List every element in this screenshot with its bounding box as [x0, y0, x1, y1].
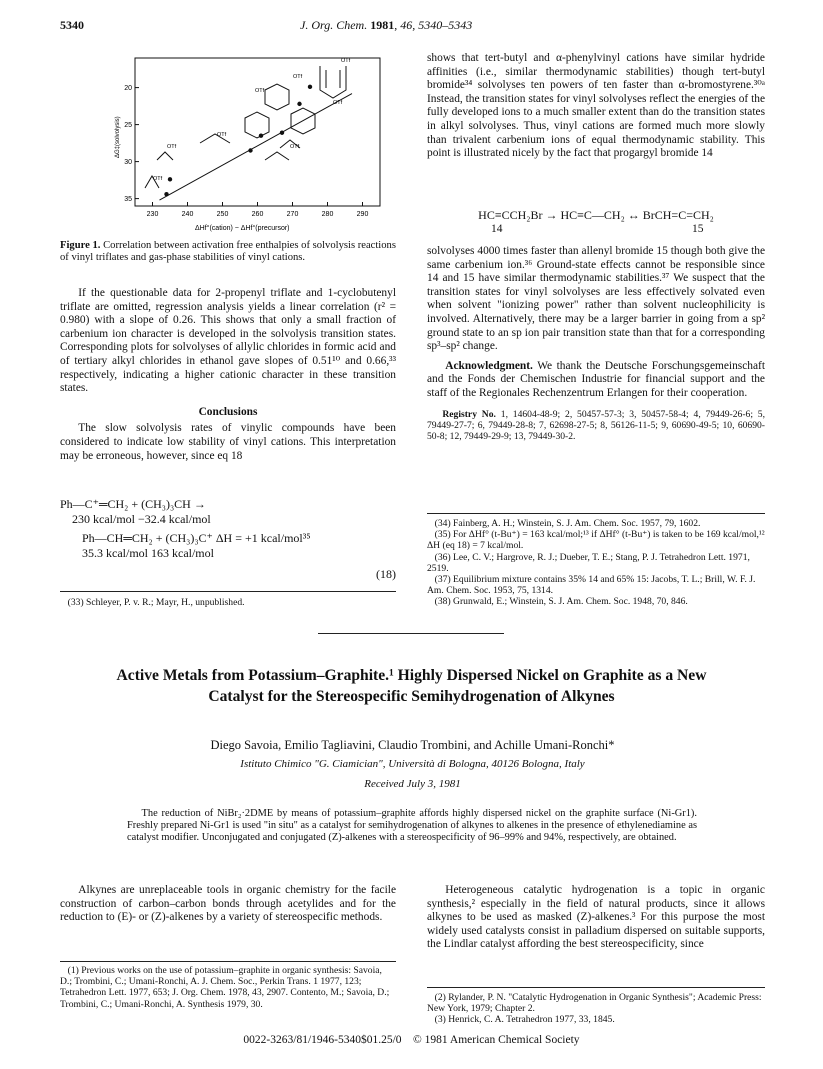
registry-label: Registry No.	[442, 408, 496, 420]
x-tick-label: 260	[251, 211, 264, 218]
footnote-33	[60, 597, 396, 608]
x-tick-label: 250	[216, 211, 229, 218]
page-footer	[0, 1034, 823, 1046]
structure-label: OTf	[217, 132, 227, 138]
regression-line	[160, 94, 353, 201]
article-affiliation: Istituto Chimico "G. Ciamician", Università di Bologna, 40126 Bologna, Italy	[240, 758, 585, 770]
structure-sketches	[145, 66, 346, 188]
acknowledgment	[427, 360, 765, 401]
running-header: J. Org. Chem. 1981, 46, 5340–5343	[300, 18, 473, 32]
footnote-36: (36) Lee, C. V.; Hargrove, R. J.; Dueber, T. E.; Stang, P. J. Tetrahedron Lett. 1971, 2519.	[427, 551, 750, 574]
article-footnote-1	[60, 965, 396, 1010]
x-tick-label: 290	[356, 211, 369, 218]
footnote-34: (34) Fainberg, A. H.; Winstein, S. J. Am. Chem. Soc. 1957, 79, 1602.	[434, 518, 701, 529]
acknowledgment-label: Acknowledgment.	[445, 359, 533, 372]
structure-label: OTf	[290, 144, 300, 150]
scheme	[427, 208, 765, 237]
x-tick-label: 240	[181, 211, 194, 218]
equation-number: (18)	[376, 567, 396, 581]
page-number: 5340	[60, 18, 84, 32]
article-right-paragraph: Heterogeneous catalytic hydrogenation is a topic in organic synthesis,² especially in the field of natural products, since it allows alkynes to be used as masked (Z)-alkenes.³ For this purpose the most widely used catalysts consist in palladium dispersed on suitable supports, the Lindlar catalyst affording the best stereospecificity, since	[427, 884, 765, 951]
article-right-column	[427, 884, 765, 952]
x-tick-label: 230	[146, 211, 159, 218]
footnote-35: (35) For ΔHf° (t-Bu⁺) = 163 kcal/mol;¹³ if ΔHf° (t-Bu⁺) is taken to be 169 kcal/mol,¹² ΔH (eq 18) = 7 kcal/mol.	[427, 529, 765, 552]
compound-14-label: 14	[491, 223, 503, 235]
article-footnote-1-text: (1) Previous works on the use of potassium–graphite in organic synthesis: Savoia, D.; Trombini, C.; Umani-Ronchi, A. J. Chem. Soc., Perkin Trans. 1 1977, 123; Tetrahedron Lett. 1977, 653; J. Org. Chem. 1978, 43, 2907. Contento, M.; Savoia, D.; Trombini, C.; Umani-Ronchi, A. Synthesis 1979, 30.	[60, 965, 390, 1010]
right-column-mid	[427, 245, 765, 443]
article-right-footnotes	[427, 992, 765, 1026]
structure-label: OTf	[341, 58, 351, 64]
equation-line-1: Ph—C⁺═CH₂ + (CH₃)₃CH →	[60, 497, 206, 511]
article-received: Received July 3, 1981	[364, 778, 461, 790]
plot-frame	[135, 58, 380, 206]
data-point	[168, 177, 172, 181]
compound-15-label: 15	[692, 223, 704, 235]
article-left-paragraph: Alkynes are unreplaceable tools in organic chemistry for the facile construction of carbon–carbon bonds through acetylides and for the reduction to (E)- or (Z)-alkenes by a variety of stereospecific methods.	[60, 884, 396, 924]
x-tick-label: 280	[321, 211, 334, 218]
article-right-footnote-rule	[427, 987, 765, 988]
right-footnotes	[427, 518, 765, 608]
journal-volume-pages: 46, 5340–5343	[400, 18, 473, 32]
footer-code: 0022-3263/81/1946-5340$01.25/0	[243, 1034, 402, 1046]
y-tick-label: 30	[124, 159, 132, 167]
structure-label: OTf	[293, 74, 303, 80]
article-abstract: The reduction of NiBr₂·2DME by means of potassium–graphite affords highly dispersed nickel on the graphite surface (Ni-Gr1). Freshly prepared Ni-Gr1 is used "in situ" as a catalyst for semihydrogenation of alkynes to alkenes in the presence of ethylenediamine as catalyst modifier. Unconjugated and conjugated (Z)-alkenes with a stereospecificity of 96–99% and 94%, respectively, are obtained.	[127, 808, 697, 844]
equation-18	[60, 497, 396, 582]
registry-numbers	[427, 409, 765, 443]
structure-label: OTf	[333, 100, 343, 106]
left-paragraph-1: If the questionable data for 2-propenyl triflate and 1-cyclobutenyl triflate are omitted, regression analysis yields a linear correlation (r² = 0.980) with a slope of 0.26. This shows that only a small fraction of carbenium ion character is developed in the solvolysis transition states. Corresponding plots for solvolyses of allylic chlorides in formic acid and of tertiary alkyl chlorides in ethanol gave slopes of 0.51¹⁰ and 0.66,³³ respectively, indicating a higher cationic character in these transition states.	[60, 287, 396, 395]
equation-line-2: Ph—CH═CH₂ + (CH₃)₃C⁺ ΔH = +1 kcal/mol³⁵	[82, 531, 311, 545]
left-column	[60, 287, 396, 463]
article-title: Active Metals from Potassium–Graphite.¹ Highly Dispersed Nickel on Graphite as a New Catalyst for the Stereospecific Semihydrogenation of Alkynes	[116, 667, 707, 705]
right-paragraph-2: solvolyses 4000 times faster than allenyl bromide 15 though both give the same carbenium ion.³⁶ Ground-state effects cannot be responsible since 14 and 15 have similar thermodynamic stabilities.³⁷ We suspect that the transition states for vinyl solvolyses are less effectively solvated even when solvent "ionizing power" rather than solvent nucleophilicity is involved. Alternatively, there may be a larger barrier in going from a sp² ground state to an sp ion pair transition state than that for a corresponding sp³–sp² change.	[427, 245, 765, 353]
conclusions-heading: Conclusions	[198, 405, 258, 418]
left-paragraph-2: The slow solvolysis rates of vinylic compounds have been considered to indicate low stability of vinyl cations. This interpretation may be erroneous, however, since eq 18	[60, 422, 396, 462]
footnote-37: (37) Equilibrium mixture contains 35% 14 and 65% 15: Jacobs, T. L.; Brill, W. F. J. Am. Chem. Soc. 1953, 75, 1314.	[427, 574, 756, 597]
data-point	[297, 102, 301, 106]
article-footnote-2: (2) Rylander, P. N. "Catalytic Hydrogenation in Organic Synthesis"; Academic Press: New York, 1979; Chapter 2.	[427, 992, 762, 1015]
equation-values-1: 230 kcal/mol −32.4 kcal/mol	[72, 512, 211, 526]
article-footnote-3: (3) Henrick, C. A. Tetrahedron 1977, 33, 1845.	[434, 1014, 615, 1026]
registry-text: 1, 14604-48-9; 2, 50457-57-3; 3, 50457-58-4; 4, 79449-26-6; 5, 79449-27-7; 6, 79449-28-8; 7, 62698-27-5; 8, 56126-11-5; 9, 60690-49-5; 10, 60690-50-8; 12, 79449-29-9; 13, 79449-30-2.	[427, 408, 765, 443]
article-left-footnote-rule	[60, 961, 396, 962]
journal-name: J. Org. Chem.	[300, 18, 368, 32]
right-paragraph-1: shows that tert-butyl and α-phenylvinyl cations have similar hydride affinities (i.e., similar thermodynamic stabilities) though tert-butyl bromide³⁴ solvolyses ten powers of ten faster than α-bromostyrene.³⁰ᵃ Instead, the transition states for vinyl solvolyses reflect the energies of the fully developed ions to a much smaller extent than do the transition states in alkyl solvolyses. Thus, vinyl cations are formed much more slowly than trivalent carbenium ions of equal thermodynamic stability. This point is illustrated nicely by the fact that progargyl bromide 14	[427, 52, 765, 160]
article-authors: Diego Savoia, Emilio Tagliavini, Claudio Trombini, and Achille Umani-Ronchi*	[210, 738, 615, 752]
structure-label: OTf	[167, 144, 177, 150]
equation-values-2: 35.3 kcal/mol 163 kcal/mol	[82, 546, 214, 560]
y-tick-label: 20	[124, 85, 132, 93]
x-axis-label: ΔHf°(cation) − ΔHf°(precursor)	[195, 225, 290, 232]
y-tick-label: 25	[124, 122, 132, 130]
article-separator	[318, 633, 504, 634]
journal-year: 1981	[370, 18, 395, 32]
scheme-equation: HC≡CCH₂Br → HC≡C—CH₂ ↔ BrCH=C=CH₂	[478, 208, 714, 222]
figure-caption-label: Figure 1.	[60, 240, 101, 251]
x-tick-label: 270	[286, 211, 299, 218]
footnote-33-text: (33) Schleyer, P. v. R.; Mayr, H., unpublished.	[67, 597, 245, 608]
left-footnote-rule	[60, 591, 396, 592]
structure-label: OTf	[153, 176, 163, 182]
figure-caption	[60, 240, 396, 265]
right-footnote-rule	[427, 513, 765, 514]
figure-1-chart	[105, 48, 405, 233]
article-left-column	[60, 884, 396, 925]
y-axis-label: ΔG‡(solvolysis)	[115, 116, 121, 158]
y-tick-label: 35	[124, 196, 132, 204]
data-point	[308, 85, 312, 89]
structure-label: OTf	[255, 88, 265, 94]
acknowledgment-text: We thank the Deutsche Forschungsgemeinschaft and the Fonds der Chemischen Industrie for financial support and the staff of the Regionales Rechenzentrum Erlangen for their cooperation.	[427, 359, 765, 399]
figure-caption-text: Correlation between activation free enthalpies of solvolysis reactions of vinyl triflates and gas-phase stabilities of vinyl cations.	[60, 240, 396, 264]
right-column-top	[427, 52, 765, 161]
footnote-38: (38) Grunwald, E.; Winstein, S. J. Am. Chem. Soc. 1948, 70, 846.	[434, 596, 688, 608]
footer-copyright: © 1981 American Chemical Society	[413, 1034, 580, 1046]
